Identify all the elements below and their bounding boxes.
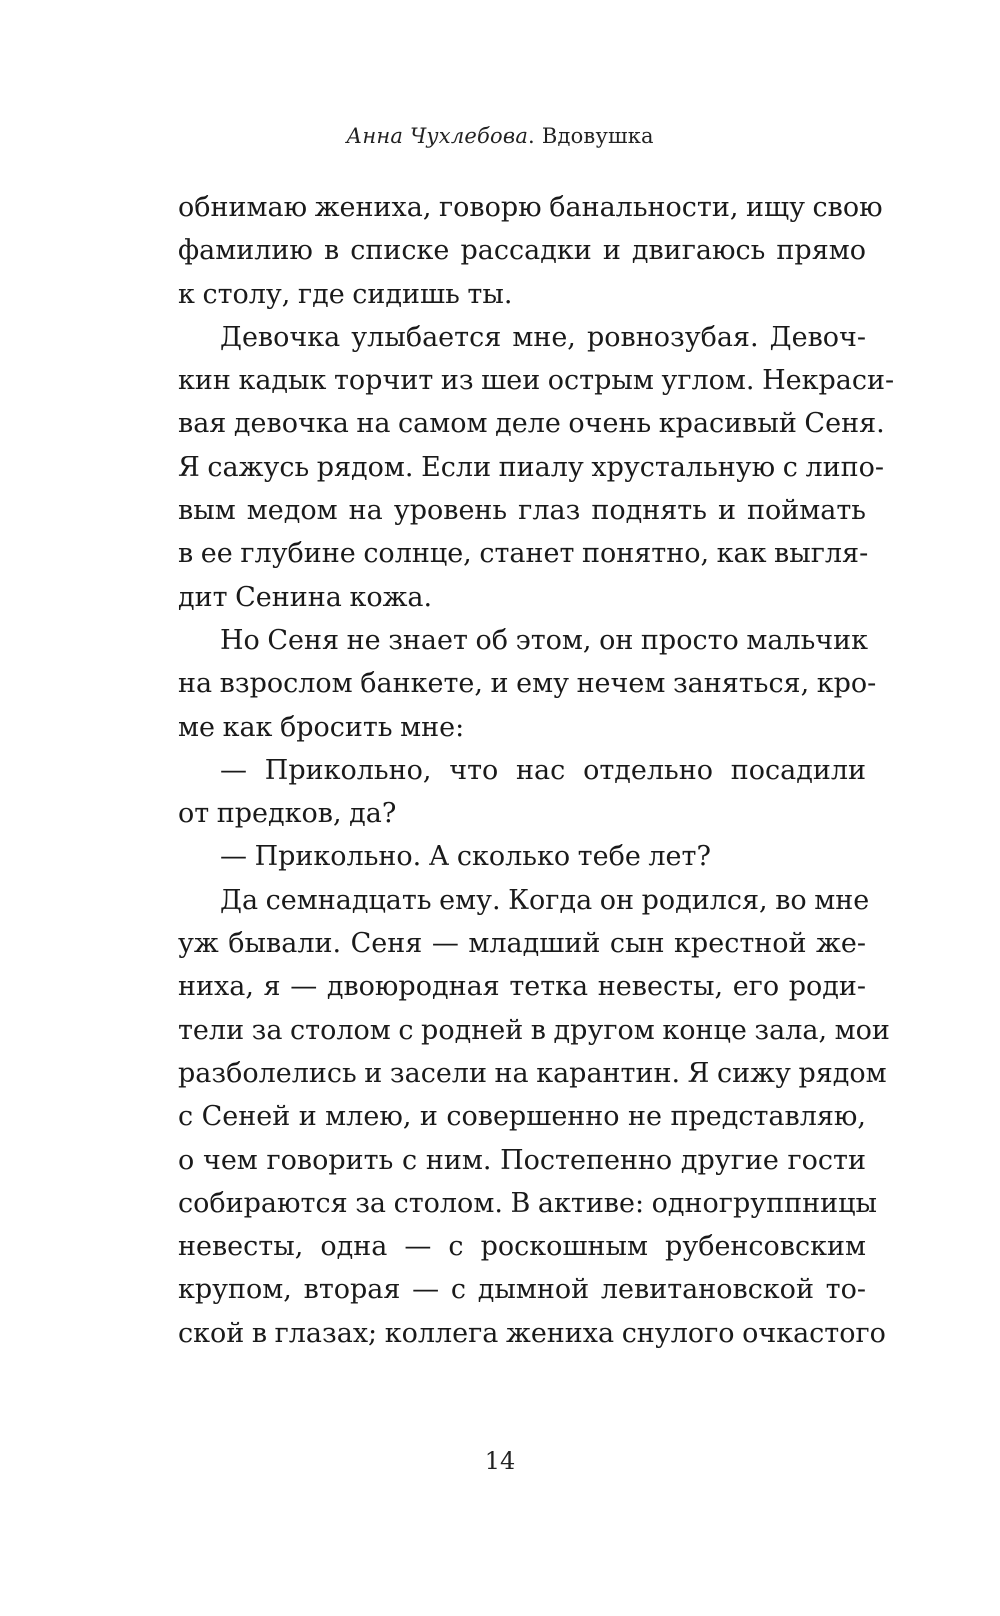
text-line: на взрослом банкете, и ему нечем заняться, кро- [178, 668, 877, 700]
text-line: Я сажусь рядом. Если пиалу хрустальную с липо- [178, 451, 884, 483]
text-line: ской в глазах; коллега жениха снулого очкастого [178, 1317, 886, 1349]
text-line: Но Сеня не знает об этом, он просто мальчик [220, 624, 869, 656]
text-line: кин кадык торчит из шеи острым углом. Некраси- [178, 365, 895, 397]
text-line: собираются за столом. В активе: одногруппницы [178, 1187, 877, 1219]
text-line: дит Сенина кожа. [178, 581, 433, 613]
text-line: разболелись и засели на карантин. Я сижу рядом [178, 1057, 887, 1089]
text-line: к столу, где сидишь ты. [178, 278, 513, 310]
running-head-author: Анна Чухлебова [346, 124, 529, 148]
text-line: Да семнадцать ему. Когда он родился, во мне [220, 884, 870, 916]
text-line: фамилию в списке рассадки и двигаюсь прямо [178, 235, 866, 267]
text-line: ниха, я — двоюродная тетка невесты, его роди- [178, 971, 866, 1003]
text-line: о чем говорить с ним. Постепенно другие гости [178, 1144, 866, 1176]
text-line: обнимаю жениха, говорю банальности, ищу свою [178, 192, 883, 223]
body-text [178, 186, 895, 1355]
text-line: уж бывали. Сеня — младший сын крестной же- [178, 928, 866, 960]
running-head-separator: . [528, 124, 542, 148]
running-head-title: Вдовушка [541, 124, 654, 148]
text-line: от предков, да? [178, 798, 397, 830]
running-head [0, 124, 1000, 148]
text-line: вым медом на уровень глаз поднять и поймать [178, 495, 866, 527]
page-number: 14 [484, 1447, 516, 1475]
text-line: в ее глубине солнце, станет понятно, как выгля- [178, 538, 869, 570]
text-line: с Сеней и млею, и совершенно не представляю, [178, 1101, 866, 1133]
text-line: Девочка улыбается мне, ровнозубая. Девоч- [220, 321, 866, 353]
text-line: вая девочка на самом деле очень красивый Сеня. [178, 408, 885, 440]
text-line: — Прикольно. А сколько тебе лет? [220, 841, 711, 873]
text-line: тели за столом с родней в другом конце зала, мои [178, 1014, 890, 1046]
text-line: — Прикольно, что нас отдельно посадили [220, 754, 866, 786]
text-line: крупом, вторая — с дымной левитановской то- [178, 1274, 866, 1306]
text-line: ме как бросить мне: [178, 711, 465, 743]
text-line: невесты, одна — с роскошным рубенсовским [178, 1231, 866, 1263]
